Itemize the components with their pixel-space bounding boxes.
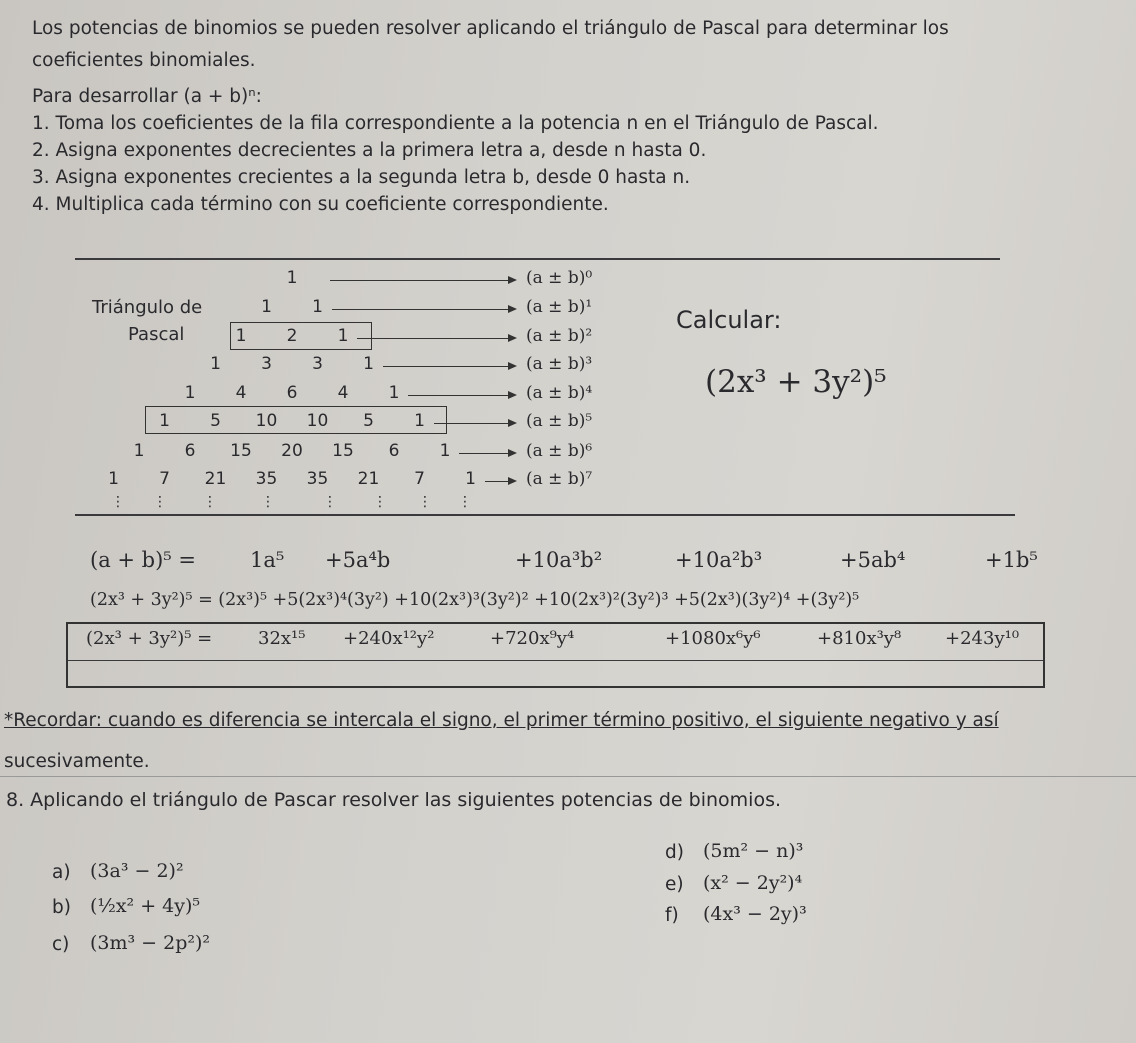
exercise-letter: d) [665,842,684,863]
triangle-number: 1 [465,469,476,489]
continuation-dots: ⋮ [153,494,167,510]
divider-top [75,258,1000,260]
note-line-2: sucesivamente. [4,751,150,772]
calcular-expression: (2x³ + 3y²)⁵ [705,364,887,400]
triangle-number: 3 [312,354,323,374]
exercise-expression: (x² − 2y²)⁴ [703,872,803,894]
triangle-number: 1 [337,326,349,346]
triangle-number: 1 [363,354,374,374]
triangle-number: 5 [210,411,221,431]
triangle-number: 1 [286,268,298,288]
result-box-inner [68,660,1043,661]
triangle-number: 15 [230,441,252,461]
power-label: (a ± b)⁶ [526,441,593,461]
power-label: (a ± b)¹ [526,297,593,317]
triangle-number: 1 [210,354,221,374]
exercise-letter: a) [52,862,71,883]
exercise-title: 8. Aplicando el triángulo de Pascar resolver las siguientes potencias de binomios. [6,789,782,811]
continuation-dots: ⋮ [111,494,125,510]
expansion-term: +5a⁴b [325,548,391,572]
note-line-1: *Recordar: cuando es diferencia se intercala el signo, el primer término positivo, el siguiente negativo y así [4,710,999,731]
triangle-number: 20 [281,441,303,461]
triangle-number: 1 [108,469,119,489]
exercise-expression: (5m² − n)³ [703,840,804,862]
expansion-term: (a + b)⁵ = [90,548,196,572]
step-2: 2. Asigna exponentes decrecientes a la primera letra a, desde n hasta 0. [32,140,707,161]
triangle-number: 6 [286,383,298,403]
triangle-number: 4 [235,383,247,403]
continuation-dots: ⋮ [203,494,217,510]
triangle-number: 6 [388,441,400,461]
arrow-icon [485,481,516,482]
triangle-number: 1 [235,326,247,346]
step-1: 1. Toma los coeficientes de la fila correspondiente a la potencia n en el Triángulo de Pascal. [32,113,879,134]
exercise-expression: (4x³ − 2y)³ [703,903,807,925]
expansion-term: +5ab⁴ [840,548,906,572]
triangle-number: 1 [388,383,400,403]
exercise-expression: (3a³ − 2)² [90,860,184,882]
row-5-highlight [145,406,447,434]
note-divider [0,776,1136,777]
exercise-letter: c) [52,934,70,955]
continuation-dots: ⋮ [418,494,432,510]
result-term: +240x¹²y² [343,628,435,649]
continuation-dots: ⋮ [323,494,337,510]
result-term: +720x⁹y⁴ [490,628,575,649]
triangle-number: 5 [363,411,374,431]
intro-line-1: Los potencias de binomios se pueden resolver aplicando el triángulo de Pascal para determinar los [32,18,949,39]
calcular-label: Calcular: [676,306,782,334]
triangle-number: 7 [159,469,170,489]
expansion-term: +10a³b² [515,548,603,572]
triangle-number: 7 [414,469,425,489]
intro-line-2: coeficientes binomiales. [32,50,256,71]
continuation-dots: ⋮ [458,494,472,510]
triangle-number: 1 [184,383,196,403]
triangle-number: 1 [312,297,323,317]
triangle-number: 10 [306,411,329,431]
arrow-icon [332,309,516,310]
result-term: +1080x⁶y⁶ [665,628,761,649]
exercise-letter: e) [665,874,684,895]
expansion-term: 1a⁵ [250,548,285,572]
expansion-term: +10a²b³ [675,548,763,572]
step-3: 3. Asigna exponentes crecientes a la segunda letra b, desde 0 hasta n. [32,167,691,188]
triangle-number: 1 [261,297,272,317]
result-term: (2x³ + 3y²)⁵ = [86,628,213,649]
exercise-letter: f) [665,905,679,926]
triangle-number: 21 [357,469,380,489]
triangle-number: 1 [439,441,451,461]
triangle-number: 6 [184,441,196,461]
step-4: 4. Multiplica cada término con su coeficiente correspondiente. [32,194,609,215]
triangle-number: 35 [306,469,329,489]
triangle-number: 10 [255,411,278,431]
triangle-number: 1 [133,441,145,461]
power-label: (a ± b)⁷ [526,469,593,489]
intro-para: Para desarrollar (a + b)ⁿ: [32,86,262,107]
result-term: +810x³y⁸ [817,628,902,649]
divider-bottom [75,514,1015,516]
continuation-dots: ⋮ [373,494,387,510]
arrow-icon [330,280,515,281]
triangle-number: 3 [261,354,272,374]
result-term: +243y¹⁰ [945,628,1020,649]
triangle-number: 1 [414,411,425,431]
arrow-icon [408,395,515,396]
triangle-title-1: Triángulo de [92,297,203,318]
power-label: (a ± b)⁰ [526,268,593,288]
expansion-term: +1b⁵ [985,548,1038,572]
triangle-title-2: Pascal [128,324,185,345]
exercise-expression: (½x² + 4y)⁵ [90,895,201,917]
triangle-number: 4 [337,383,349,403]
power-label: (a ± b)⁴ [526,383,593,403]
exercise-letter: b) [52,897,71,918]
arrow-icon [459,453,515,454]
power-label: (a ± b)³ [526,354,593,374]
arrow-icon [383,366,516,367]
row-2-highlight [230,322,372,350]
triangle-number: 1 [159,411,170,431]
arrow-icon [357,338,515,339]
continuation-dots: ⋮ [261,494,275,510]
triangle-number: 21 [204,469,227,489]
triangle-number: 15 [332,441,354,461]
expansion-substituted: (2x³ + 3y²)⁵ = (2x³)⁵ +5(2x³)⁴(3y²) +10(2x³)³(3y²)² +10(2x³)²(3y²)³ +5(2x³)(3y²)⁴ +(3y²)⁵ [90,590,860,610]
triangle-number: 35 [255,469,278,489]
power-label: (a ± b)⁵ [526,411,593,431]
exercise-expression: (3m³ − 2p²)² [90,932,211,954]
result-term: 32x¹⁵ [258,628,306,649]
triangle-number: 2 [286,326,298,346]
power-label: (a ± b)² [526,326,593,346]
